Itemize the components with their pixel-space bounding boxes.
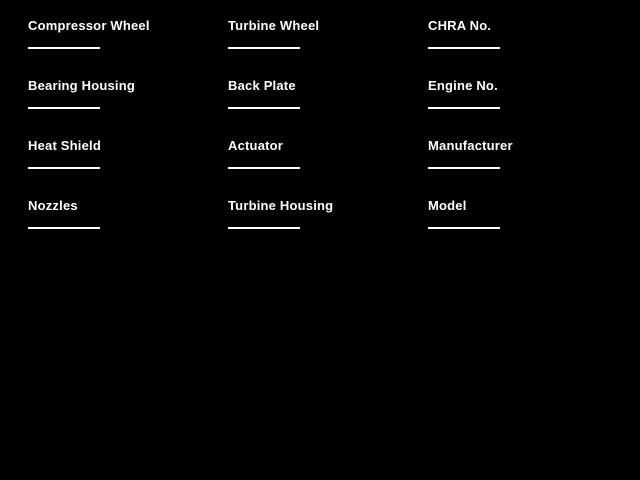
field-underline-back-plate bbox=[228, 107, 300, 109]
field-label-chra-no: CHRA No. bbox=[428, 18, 492, 33]
field-underline-chra-no bbox=[428, 47, 500, 49]
field-underline-bearing-housing bbox=[28, 107, 100, 109]
field-label-engine-no: Engine No. bbox=[428, 78, 498, 93]
field-compressor-wheel[interactable] bbox=[28, 18, 208, 49]
field-underline-actuator bbox=[228, 167, 300, 169]
field-bearing-housing[interactable] bbox=[28, 78, 208, 109]
field-label-model: Model bbox=[428, 198, 467, 213]
field-label-turbine-wheel: Turbine Wheel bbox=[228, 18, 320, 33]
field-label-heat-shield: Heat Shield bbox=[28, 138, 101, 153]
field-underline-engine-no bbox=[428, 107, 500, 109]
field-back-plate[interactable] bbox=[228, 78, 408, 109]
field-label-nozzles: Nozzles bbox=[28, 198, 78, 213]
field-chra-no[interactable] bbox=[428, 18, 608, 49]
field-label-actuator: Actuator bbox=[228, 138, 284, 153]
field-actuator[interactable] bbox=[228, 138, 408, 169]
field-manufacturer[interactable] bbox=[428, 138, 608, 169]
field-engine-no[interactable] bbox=[428, 78, 608, 109]
field-underline-model bbox=[428, 227, 500, 229]
field-label-turbine-housing: Turbine Housing bbox=[228, 198, 334, 213]
field-nozzles[interactable] bbox=[28, 198, 208, 229]
field-label-bearing-housing: Bearing Housing bbox=[28, 78, 136, 93]
field-underline-manufacturer bbox=[428, 167, 500, 169]
field-underline-heat-shield bbox=[28, 167, 100, 169]
field-underline-turbine-housing bbox=[228, 227, 300, 229]
field-model[interactable] bbox=[428, 198, 608, 229]
field-underline-turbine-wheel bbox=[228, 47, 300, 49]
field-underline-compressor-wheel bbox=[28, 47, 100, 49]
field-label-manufacturer: Manufacturer bbox=[428, 138, 513, 153]
field-turbine-housing[interactable] bbox=[228, 198, 408, 229]
field-turbine-wheel[interactable] bbox=[228, 18, 408, 49]
field-label-compressor-wheel: Compressor Wheel bbox=[28, 18, 150, 33]
field-label-back-plate: Back Plate bbox=[228, 78, 296, 93]
field-underline-nozzles bbox=[28, 227, 100, 229]
field-heat-shield[interactable] bbox=[28, 138, 208, 169]
